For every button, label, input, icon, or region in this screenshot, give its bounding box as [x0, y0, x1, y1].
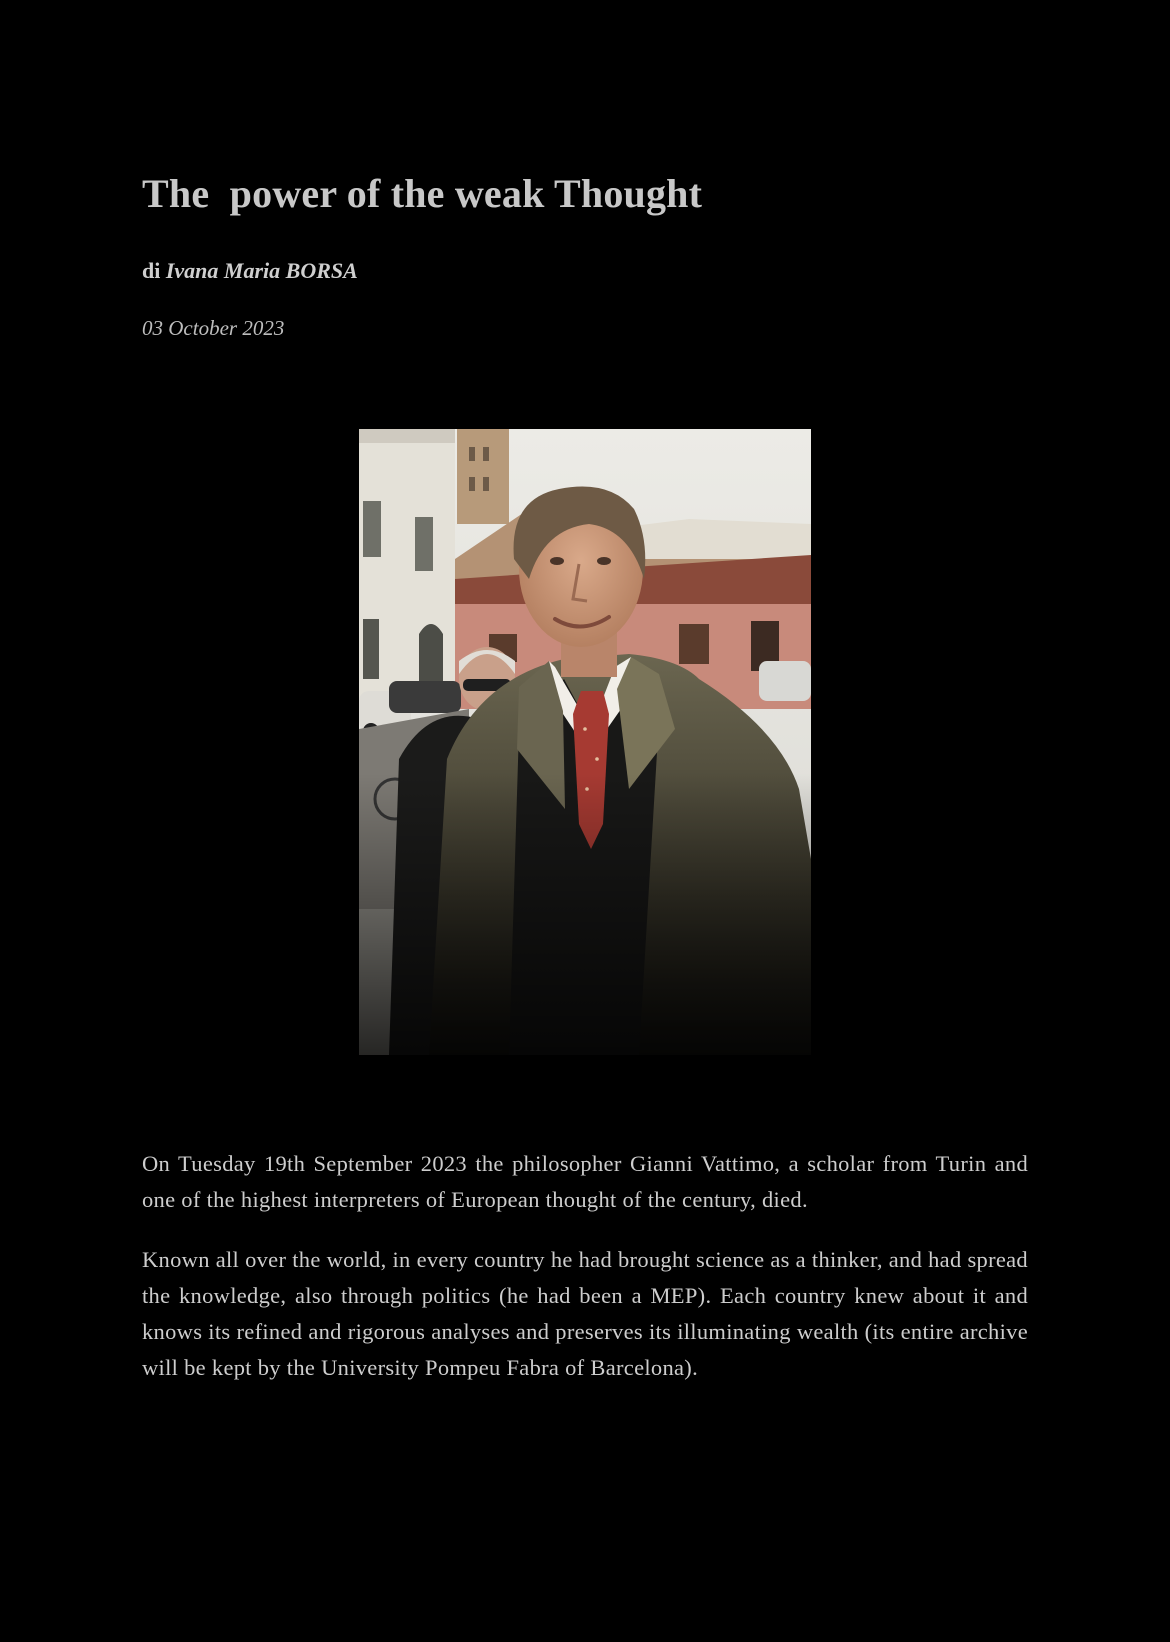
article-body: [142, 1146, 1028, 1410]
author-name[interactable]: Ivana Maria BORSA: [165, 258, 358, 283]
byline-prefix: di: [142, 258, 161, 283]
portrait-illustration: [359, 429, 811, 1055]
article-title: The power of the weak Thought: [142, 171, 703, 216]
publish-date: 03 October 2023: [142, 316, 285, 340]
paragraph-2: Known all over the world, in every country he had brought science as a thinker, and had spread the knowledge, also through politics (he had been a MEP). Each country knew about it and knows its refined and rigorous analyses and preserves its illuminating wealth (its entire archive will be kept by the University Pompeu Fabra of Barcelona).: [142, 1247, 1028, 1380]
byline: [142, 256, 358, 286]
paragraph-1: On Tuesday 19th September 2023 the philosopher Gianni Vattimo, a scholar from Turin and one of the highest interpreters of European thought of the century, died.: [142, 1151, 1028, 1212]
article-photo: [359, 429, 811, 1055]
